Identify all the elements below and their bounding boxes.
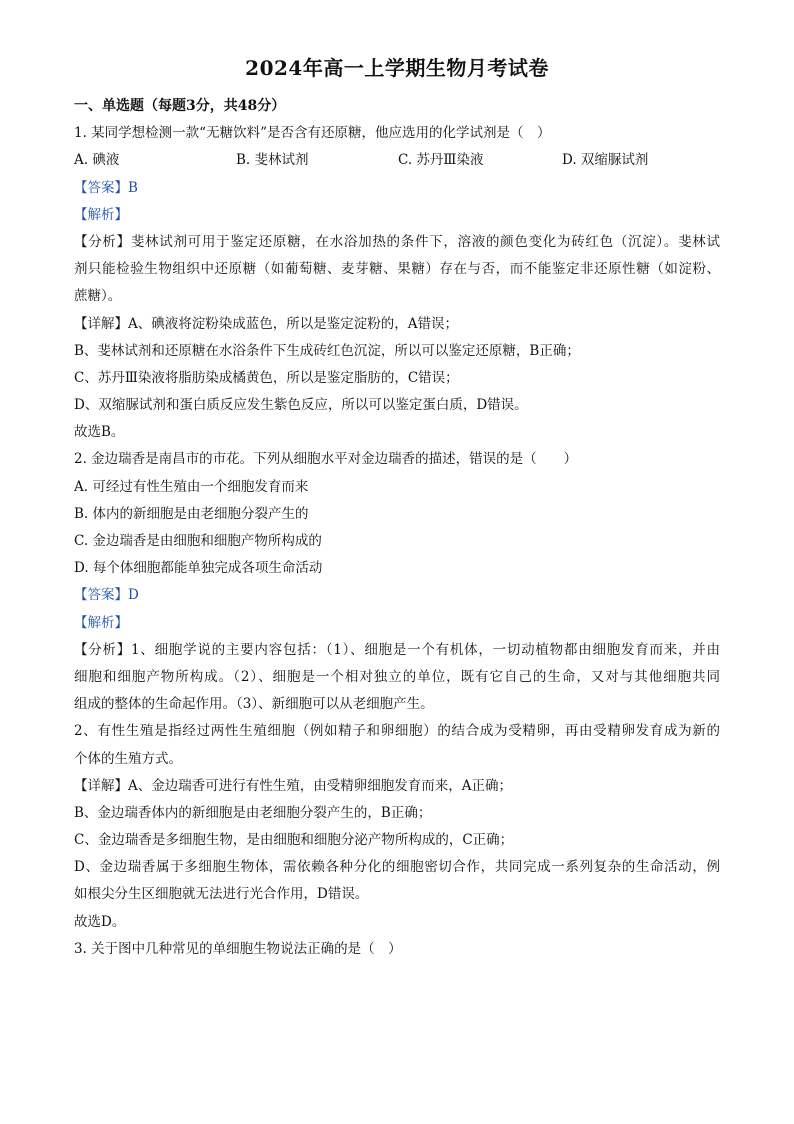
- q2-xiangjie-a-text: A、金边瑞香可进行有性生殖，由受精卵细胞发育而来，A正确；: [128, 777, 512, 794]
- q1-fenxi-text-1: 斐林试剂可用于鉴定还原糖，在水浴加热的条件下，溶液的颜色变化为砖红色（沉淀）。斐林试: [130, 233, 720, 250]
- q2-fenxi-line-2: 细胞和细胞产物所构成。（2）、细胞是一个相对独立的单位，既有它自己的生命，又对与其他细胞共同: [74, 668, 720, 685]
- q2-xiangjie-tag: 【详解】: [74, 777, 128, 794]
- q1-xiangjie-tag: 【详解】: [74, 315, 128, 332]
- q2-xiangjie-d-line-1: D、金边瑞香属于多细胞生物体，需依赖各种分化的细胞密切合作，共同完成一系列复杂的生命活动，例: [74, 859, 720, 876]
- q2-option-d: D. 每个体细胞都能单独完成各项生命活动: [74, 560, 323, 577]
- q2-conclusion: 故选D。: [74, 913, 126, 930]
- q2-fenxi-line-1: [74, 637, 720, 664]
- q1-xiangjie-a: [74, 311, 720, 338]
- q1-option-b: B. 斐林试剂: [236, 152, 309, 169]
- q2-option-c: C. 金边瑞香是由细胞和细胞产物所构成的: [74, 533, 322, 549]
- q2-option-a: A. 可经过有性生殖由一个细胞发育而来: [74, 478, 309, 495]
- q2-fenxi-line-3: 组成的整体的生命起作用。（3）、新细胞可以从老细胞产生。: [74, 696, 434, 713]
- q1-fenxi-line-2: 剂只能检验生物组织中还原糖（如葡萄糖、麦芽糖、果糖）存在与否，而不能鉴定非还原性糖（如淀粉、: [74, 261, 720, 278]
- q2-xiangjie-d-line-2: 如根尖分生区细胞就无法进行光合作用，D错误。: [74, 886, 369, 903]
- q1-fenxi-line-1: [74, 229, 720, 256]
- q1-options: [74, 147, 720, 174]
- q2-option-b: B. 体内的新细胞是由老细胞分裂产生的: [74, 505, 309, 522]
- q1-jiexi: 【解析】: [74, 206, 128, 223]
- q1-xiangjie-d: D、双缩脲试剂和蛋白质反应发生紫色反应，所以可以鉴定蛋白质，D错误。: [74, 397, 528, 414]
- q2-fenxi-text-1: 1、细胞学说的主要内容包括：（1）、细胞是一个有机体，一切动植物都由细胞发育而来，并由: [131, 641, 720, 658]
- q1-option-c: C. 苏丹Ⅲ染液: [398, 152, 484, 169]
- q1-option-a: A. 碘液: [74, 152, 120, 169]
- q2-fenxi-line-4: 2、有性生殖是指经过两性生殖细胞（例如精子和卵细胞）的结合成为受精卵，再由受精卵发育成为新的: [74, 723, 720, 740]
- q2-xiangjie-b: B、金边瑞香体内的新细胞是由老细胞分裂产生的，B正确；: [74, 804, 432, 821]
- page-title: 2024年高一上学期生物月考试卷: [245, 56, 549, 80]
- q1-xiangjie-b: B、斐林试剂和还原糖在水浴条件下生成砖红色沉淀，所以可以鉴定还原糖，B正确；: [74, 342, 580, 359]
- q3-stem: 3. 关于图中几种常见的单细胞生物说法正确的是（ ）: [74, 940, 402, 957]
- q1-fenxi-tag: 【分析】: [74, 233, 131, 250]
- section-heading: 一、单选题（每题3分，共48分）: [74, 98, 286, 114]
- q2-fenxi-tag: 【分析】: [74, 641, 132, 658]
- q1-xiangjie-a-text: A、碘液将淀粉染成蓝色，所以是鉴定淀粉的，A错误；: [128, 315, 458, 332]
- q1-option-d: D. 双缩脲试剂: [562, 152, 649, 169]
- q1-stem: 1. 某同学想检测一款“无糖饮料”是否含有还原糖，他应选用的化学试剂是（ ）: [74, 125, 551, 142]
- q1-fenxi-line-3: 蔗糖）。: [74, 288, 122, 305]
- q2-xiangjie-a: [74, 773, 720, 800]
- q1-conclusion: 故选B。: [74, 424, 125, 441]
- q2-fenxi-line-5: 个体的生殖方式。: [74, 750, 182, 767]
- q2-jiexi: 【解析】: [74, 614, 128, 631]
- exam-content: [74, 93, 720, 963]
- q2-answer: 【答案】D: [74, 587, 139, 604]
- q2-xiangjie-c: C、金边瑞香是多细胞生物，是由细胞和细胞分泌产物所构成的，C正确；: [74, 832, 514, 849]
- q1-answer: 【答案】B: [74, 179, 138, 196]
- q2-stem: 2. 金边瑞香是南昌市的市花。下列从细胞水平对金边瑞香的描述，错误的是（ ）: [74, 451, 578, 468]
- q1-xiangjie-c: C、苏丹Ⅲ染液将脂肪染成橘黄色，所以是鉴定脂肪的，C错误；: [74, 369, 459, 386]
